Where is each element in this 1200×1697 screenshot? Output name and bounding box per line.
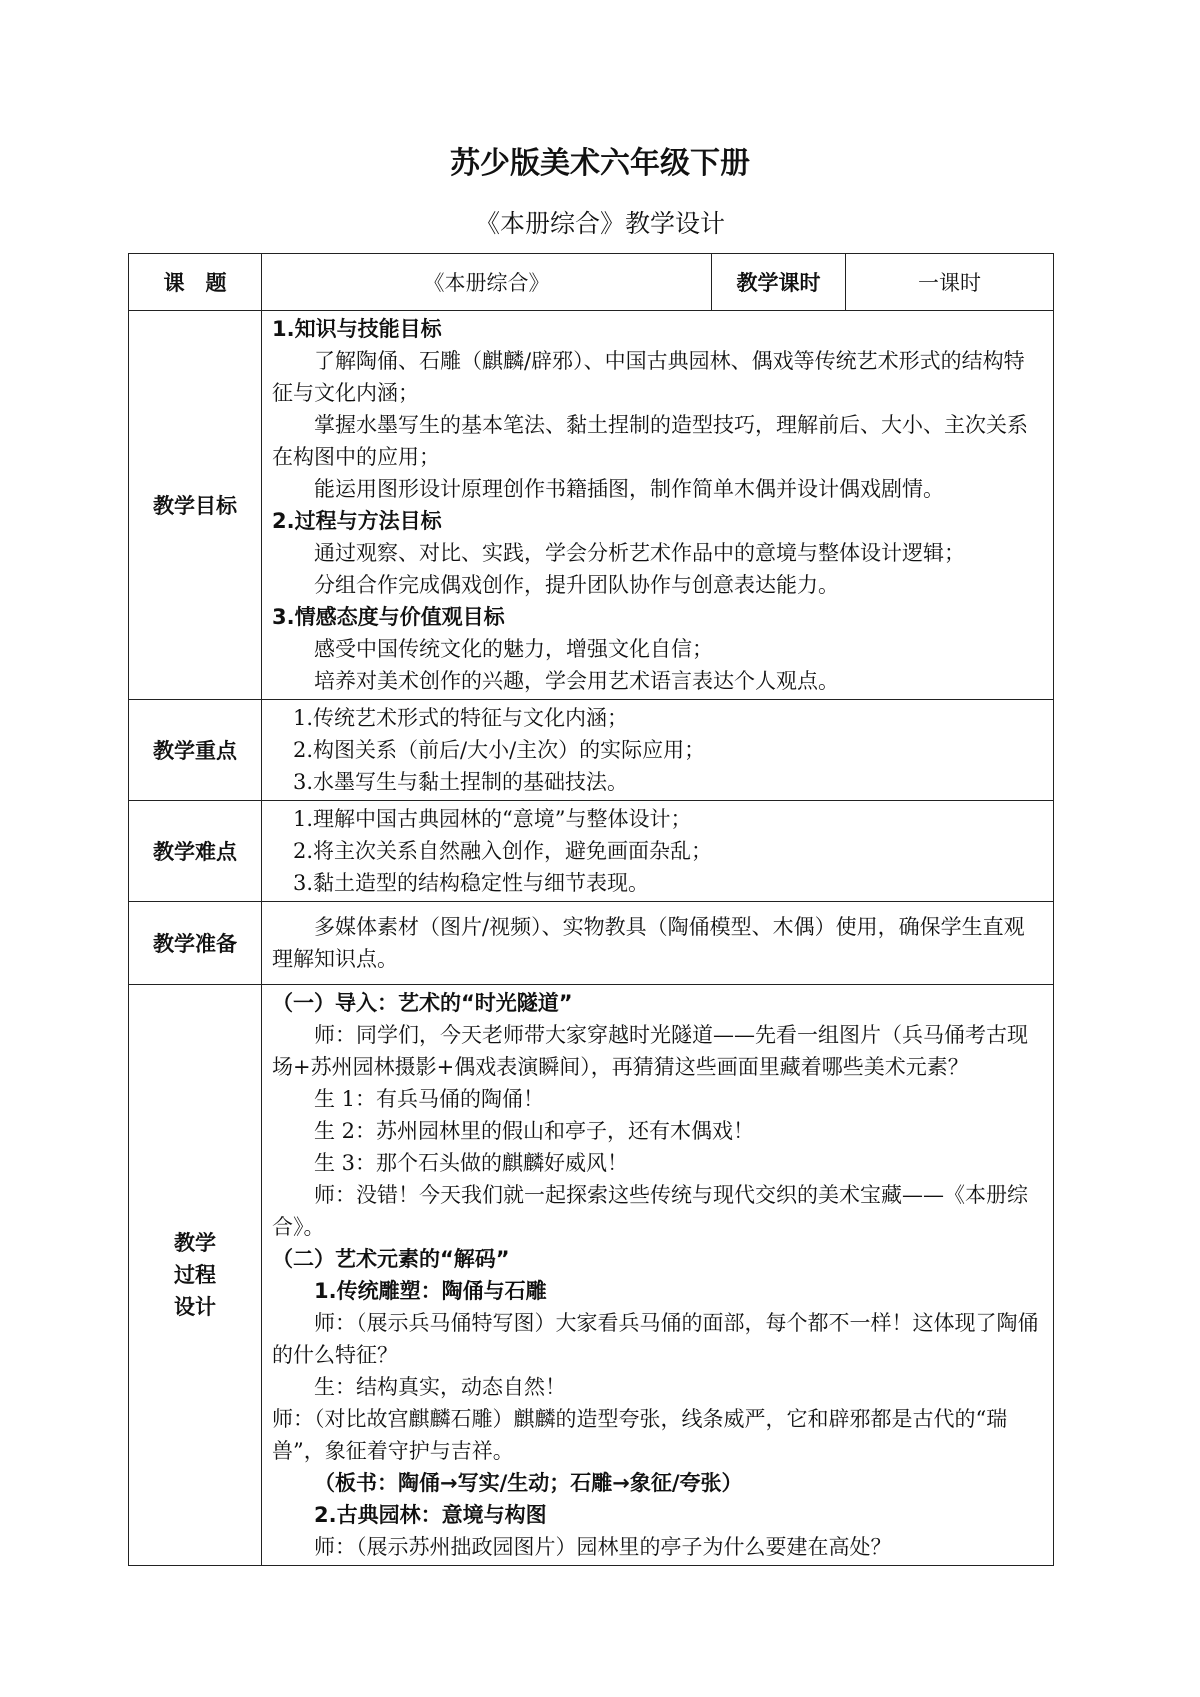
process-label bbox=[129, 985, 262, 1566]
process-content bbox=[262, 985, 1054, 1566]
process-label-line: 教学 bbox=[174, 1231, 216, 1255]
key-points-row bbox=[129, 700, 1054, 801]
difficulty-item: 2.将主次关系自然融入创作，避免画面杂乱； bbox=[293, 839, 713, 863]
preparation-text: 多媒体素材（图片/视频）、实物教具（陶俑模型、木偶）使用，确保学生直观理解知识点。 bbox=[272, 915, 1025, 971]
document-subtitle: 《本册综合》教学设计 bbox=[474, 209, 725, 238]
section-heading-intro: （一）导入：艺术的“时光隧道” bbox=[272, 991, 573, 1015]
goal-heading-emotion: 3.情感态度与价值观目标 bbox=[272, 605, 505, 629]
hours-label: 教学课时 bbox=[712, 254, 846, 311]
dialogue-line: 生 1：有兵马俑的陶俑！ bbox=[314, 1087, 545, 1111]
dialogue-line: 生 2：苏州园林里的假山和亭子，还有木偶戏！ bbox=[314, 1119, 755, 1143]
goal-text: 掌握水墨写生的基本笔法、黏土捏制的造型技巧，理解前后、大小、主次关系在构图中的应用； bbox=[272, 413, 1028, 469]
dialogue-line: 师：（展示兵马俑特写图）大家看兵马俑的面部，每个都不一样！这体现了陶俑的什么特征？ bbox=[272, 1311, 1039, 1367]
subsection-heading-sculpture: 1.传统雕塑：陶俑与石雕 bbox=[314, 1279, 547, 1303]
topic-label: 课 题 bbox=[129, 254, 262, 311]
process-row bbox=[129, 985, 1054, 1566]
board-note: （板书：陶俑→写实/生动；石雕→象征/夸张） bbox=[314, 1471, 743, 1495]
goal-heading-knowledge: 1.知识与技能目标 bbox=[272, 317, 442, 341]
section-heading-decode: （二）艺术元素的“解码” bbox=[272, 1247, 510, 1271]
process-label-line: 过程 bbox=[174, 1263, 216, 1287]
goals-label: 教学目标 bbox=[129, 311, 262, 700]
preparation-label: 教学准备 bbox=[129, 902, 262, 985]
dialogue-line: 师：（对比故宫麒麟石雕）麒麟的造型夸张，线条威严，它和辟邪都是古代的“瑞兽”，象征着守护与吉祥。 bbox=[272, 1407, 1008, 1463]
key-point-item: 2.构图关系（前后/大小/主次）的实际应用； bbox=[293, 738, 706, 762]
difficulties-label: 教学难点 bbox=[129, 801, 262, 902]
key-point-item: 3.水墨写生与黏土捏制的基础技法。 bbox=[293, 770, 629, 794]
goal-text: 能运用图形设计原理创作书籍插图，制作简单木偶并设计偶戏剧情。 bbox=[314, 477, 944, 501]
hours-value: 一课时 bbox=[846, 254, 1054, 311]
topic-value: 《本册综合》 bbox=[262, 254, 712, 311]
goal-text: 通过观察、对比、实践，学会分析艺术作品中的意境与整体设计逻辑； bbox=[314, 541, 965, 565]
preparation-row bbox=[129, 902, 1054, 985]
goal-text: 感受中国传统文化的魅力，增强文化自信； bbox=[314, 637, 713, 661]
goals-row bbox=[129, 311, 1054, 700]
difficulty-item: 3.黏土造型的结构稳定性与细节表现。 bbox=[293, 871, 650, 895]
goal-heading-process: 2.过程与方法目标 bbox=[272, 509, 442, 533]
dialogue-line: 师：同学们，今天老师带大家穿越时光隧道——先看一组图片（兵马俑考古现场+苏州园林摄影+偶戏表演瞬间），再猜猜这些画面里藏着哪些美术元素？ bbox=[272, 1023, 1028, 1079]
goal-text: 分组合作完成偶戏创作，提升团队协作与创意表达能力。 bbox=[314, 573, 839, 597]
goal-text: 培养对美术创作的兴趣，学会用艺术语言表达个人观点。 bbox=[314, 669, 839, 693]
dialogue-line: 师：没错！今天我们就一起探索这些传统与现代交织的美术宝藏——《本册综合》。 bbox=[272, 1183, 1028, 1239]
goal-text: 了解陶俑、石雕（麒麟/辟邪）、中国古典园林、偶戏等传统艺术形式的结构特征与文化内涵； bbox=[272, 349, 1025, 405]
preparation-content bbox=[262, 902, 1054, 985]
subsection-heading-garden: 2.古典园林：意境与构图 bbox=[314, 1503, 547, 1527]
goals-content bbox=[262, 311, 1054, 700]
key-points-label: 教学重点 bbox=[129, 700, 262, 801]
dialogue-line: 师：（展示苏州拙政园图片）园林里的亭子为什么要建在高处？ bbox=[314, 1535, 892, 1559]
dialogue-line: 生：结构真实，动态自然！ bbox=[314, 1375, 566, 1399]
topic-row bbox=[129, 254, 1054, 311]
document-title: 苏少版美术六年级下册 bbox=[450, 146, 750, 181]
key-point-item: 1.传统艺术形式的特征与文化内涵； bbox=[293, 706, 629, 730]
process-label-line: 设计 bbox=[174, 1295, 216, 1319]
difficulties-content bbox=[262, 801, 1054, 902]
dialogue-line: 生 3：那个石头做的麒麟好威风！ bbox=[314, 1151, 629, 1175]
key-points-content bbox=[262, 700, 1054, 801]
lesson-plan-table bbox=[128, 253, 1054, 1566]
difficulties-row bbox=[129, 801, 1054, 902]
difficulty-item: 1.理解中国古典园林的“意境”与整体设计； bbox=[293, 807, 692, 831]
